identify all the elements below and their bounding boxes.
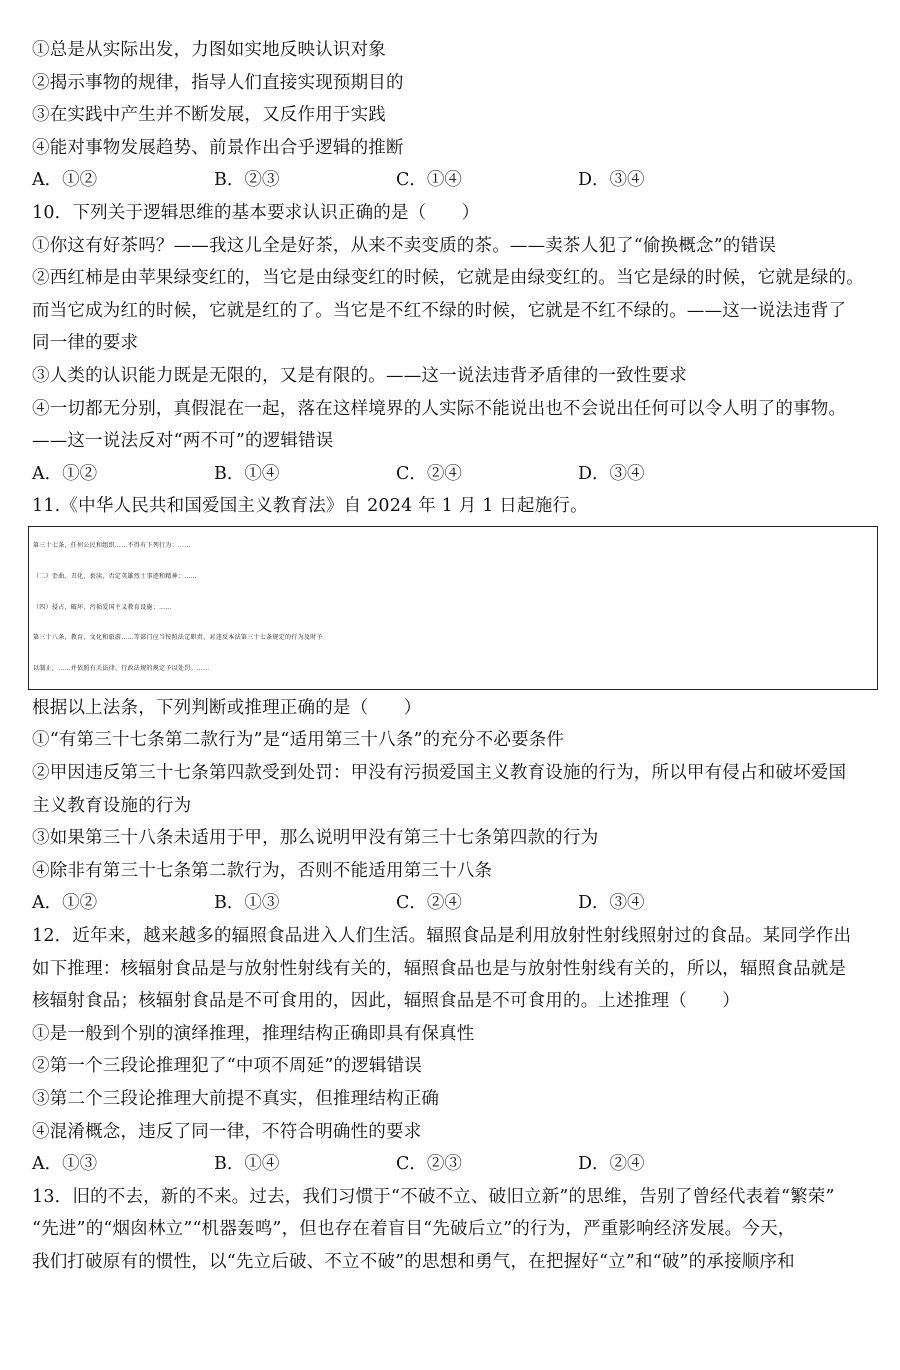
q9-item-1: ①总是从实际出发，力图如实地反映认识对象 xyxy=(32,40,386,60)
q11-stem: 11.《中华人民共和国爱国主义教育法》自 2024 年 1 月 1 日起施行。 xyxy=(32,496,588,517)
law-line-5: 以制止，……并依照有关法律、行政法规的规定予以处罚。…… xyxy=(33,665,210,673)
q13-section xyxy=(32,1181,876,1279)
law-excerpt-box xyxy=(28,526,878,690)
q12-options xyxy=(32,1148,876,1181)
q10-line-5: ③人类的认识能力既是无限的，又是有限的。——这一说法违背矛盾律的一致性要求 xyxy=(32,365,687,386)
q10-line-4: 同一律的要求 xyxy=(32,333,139,354)
q11-option-b[interactable]: B．①③ xyxy=(214,893,280,914)
exam-page xyxy=(32,34,876,1279)
q12-line-3: 核辐射食品；核辐射食品是不可食用的，因此，辐照食品是不可食用的。上述推理（ ） xyxy=(32,991,740,1012)
q9-item-3: ③在实践中产生并不断发展，又反作用于实践 xyxy=(32,105,386,126)
q13-line-1: 13．旧的不去，新的不来。过去，我们习惯于“不破不立、破旧立新”的思维，告别了曾经代表着“繁荣” xyxy=(32,1186,835,1207)
q9-item-4: ④能对事物发展趋势、前景作出合乎逻辑的推断 xyxy=(32,137,404,158)
q10-line-2: ②西红柿是由苹果绿变红的，当它是由绿变红的时候，它就是由绿变红的。当它是绿的时候，它就是绿的。 xyxy=(32,268,864,289)
q10-option-a[interactable]: A．①② xyxy=(32,463,98,484)
q9-section xyxy=(32,34,876,197)
q12-option-b[interactable]: B．①④ xyxy=(214,1154,280,1175)
q12-option-d[interactable]: D．②④ xyxy=(578,1154,645,1175)
q11-option-c[interactable]: C．②④ xyxy=(396,893,462,914)
q10-section xyxy=(32,197,876,490)
q11-line-4: ③如果第三十八条未适用于甲，那么说明甲没有第三十七条第四款的行为 xyxy=(32,828,599,849)
q11-section xyxy=(32,490,876,920)
q10-line-7: ——这一说法反对“两不可”的逻辑错误 xyxy=(32,431,334,452)
q9-option-b[interactable]: B．②③ xyxy=(214,170,280,191)
q12-line-5: ②第一个三段论推理犯了“中项不周延”的逻辑错误 xyxy=(32,1056,422,1077)
q12-option-c[interactable]: C．②③ xyxy=(396,1154,462,1175)
q10-line-3: 而当它成为红的时候，它就是红的了。当它是不红不绿的时候，它就是不红不绿的。——这一说法违背了 xyxy=(32,300,847,321)
q11-line-5: ④除非有第三十七条第二款行为，否则不能适用第三十八条 xyxy=(32,860,493,881)
q12-line-4: ①是一般到个别的演绎推理，推理结构正确即具有保真性 xyxy=(32,1023,475,1044)
q11-question: 根据以上法条，下列判断或推理正确的是（ ） xyxy=(32,697,422,718)
law-line-3: （四）侵占、破坏、污损爱国主义教育设施；…… xyxy=(33,603,172,611)
q9-option-a[interactable]: A．①② xyxy=(32,170,98,191)
q10-line-1: ①你这有好茶吗？——我这儿全是好茶，从来不卖变质的茶。——卖茶人犯了“偷换概念”的错误 xyxy=(32,235,776,256)
q10-stem: 10．下列关于逻辑思维的基本要求认识正确的是（ ） xyxy=(32,202,480,223)
q11-line-1: ①“有第三十七条第二款行为”是“适用第三十八条”的充分不必要条件 xyxy=(32,730,565,751)
q12-section xyxy=(32,920,876,1181)
q10-option-c[interactable]: C．②④ xyxy=(396,463,462,484)
q11-line-3: 主义教育设施的行为 xyxy=(32,795,192,816)
q10-options xyxy=(32,458,876,491)
q12-option-a[interactable]: A．①③ xyxy=(32,1154,98,1175)
q11-options xyxy=(32,887,876,920)
q13-line-2: “先进”的“烟囱林立”“机器轰鸣”，但也存在着盲目“先破后立”的行为，严重影响经济发展。今天， xyxy=(32,1219,796,1240)
q11-option-d[interactable]: D．③④ xyxy=(578,893,645,914)
q10-option-d[interactable]: D．③④ xyxy=(578,463,645,484)
q9-option-c[interactable]: C．①④ xyxy=(396,170,462,191)
q13-line-3: 我们打破原有的惯性，以“先立后破、不立不破”的思想和勇气，在把握好“立”和“破”的承接顺序和 xyxy=(32,1251,795,1272)
q10-line-6: ④一切都无分别，真假混在一起，落在这样境界的人实际不能说出也不会说出任何可以令人明了的事物。 xyxy=(32,398,847,419)
q10-option-b[interactable]: B．①④ xyxy=(214,463,280,484)
law-line-1: 第三十七条，任何公民和组织……不得有下列行为：…… xyxy=(33,541,191,549)
q12-line-7: ④混淆概念，违反了同一律，不符合明确性的要求 xyxy=(32,1121,422,1142)
law-line-4: 第三十八条，教育、文化和旅游……等部门应当按照法定职责，对违反本法第三十七条规定的行为及时予 xyxy=(33,634,323,642)
q11-line-2: ②甲因违反第三十七条第四款受到处罚：甲没有污损爱国主义教育设施的行为，所以甲有侵占和破坏爱国 xyxy=(32,763,847,784)
q11-option-a[interactable]: A．①② xyxy=(32,893,98,914)
law-line-2: （二）歪曲、丑化、亵渎、否定英雄烈士事迹和精神；…… xyxy=(33,572,197,580)
q9-item-2: ②揭示事物的规律，指导人们直接实现预期目的 xyxy=(32,72,404,93)
q12-line-1: 12．近年来，越来越多的辐照食品进入人们生活。辐照食品是利用放射性射线照射过的食品。某同学作出 xyxy=(32,926,852,947)
q12-line-2: 如下推理：核辐射食品是与放射性射线有关的，辐照食品也是与放射性射线有关的，所以，辐照食品就是 xyxy=(32,958,847,979)
q9-option-d[interactable]: D．③④ xyxy=(578,170,645,191)
q12-line-6: ③第二个三段论推理大前提不真实，但推理结构正确 xyxy=(32,1089,440,1110)
q9-options xyxy=(32,164,876,197)
